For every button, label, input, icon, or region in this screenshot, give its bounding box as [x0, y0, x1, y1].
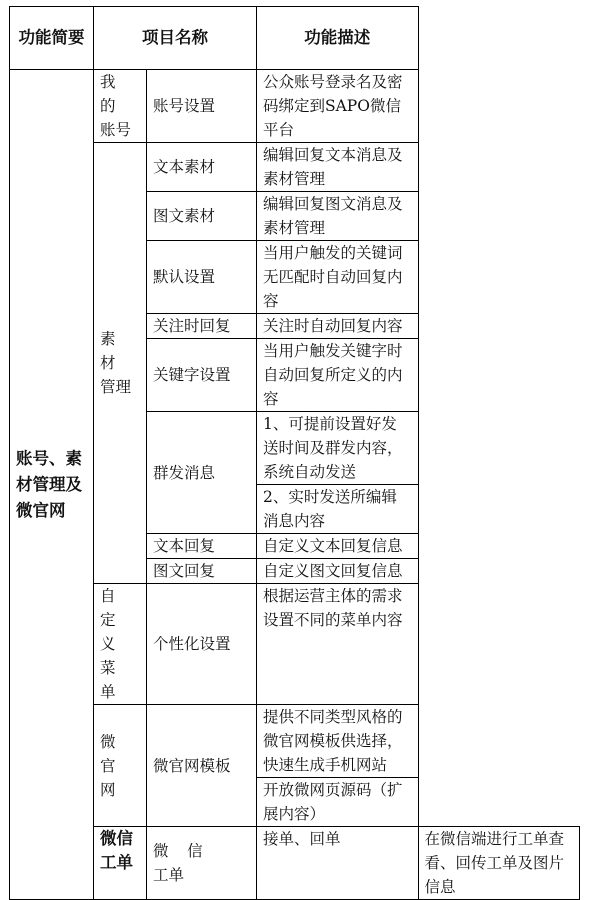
item-description: 自定义图文回复信息	[257, 559, 419, 584]
table-row	[10, 827, 580, 900]
item-name: 默认设置	[147, 241, 257, 314]
group-workorder: 微信 工单	[147, 827, 257, 900]
table-row	[10, 70, 580, 143]
section-summary-workorder: 微信工单	[94, 827, 147, 900]
item-description: 关注时自动回复内容	[257, 314, 419, 339]
item-name: 关键字设置	[147, 339, 257, 412]
item-name: 文本素材	[147, 143, 257, 192]
table-row	[10, 143, 580, 192]
group-custom-menu: 自定 义菜 单	[94, 584, 147, 705]
function-table	[9, 6, 580, 900]
item-name: 群发消息	[147, 412, 257, 534]
item-name: 账号设置	[147, 70, 257, 143]
item-name: 图文回复	[147, 559, 257, 584]
section-summary-account: 账号、素材管理及微官网	[10, 70, 94, 900]
table-row	[10, 584, 580, 705]
header-item-name: 项目名称	[94, 7, 257, 70]
header-description: 功能描述	[257, 7, 419, 70]
table-row	[10, 705, 580, 778]
header-row	[10, 7, 580, 70]
item-description: 在微信端进行工单查看、回传工单及图片信息	[418, 827, 580, 900]
header-summary: 功能简要	[10, 7, 94, 70]
group-material: 素材 管理	[94, 143, 147, 584]
item-description: 编辑回复图文消息及素材管理	[257, 192, 419, 241]
item-description: 当用户触发的关键词无匹配时自动回复内容	[257, 241, 419, 314]
item-name: 微官网模板	[147, 705, 257, 827]
item-description: 根据运营主体的需求设置不同的菜单内容	[257, 584, 419, 705]
item-description: 1、可提前设置好发送时间及群发内容，系统自动发送	[257, 412, 419, 485]
item-description: 自定义文本回复信息	[257, 534, 419, 559]
item-description: 2、实时发送所编辑消息内容	[257, 485, 419, 534]
group-micro-site: 微官 网	[94, 705, 147, 827]
item-name: 关注时回复	[147, 314, 257, 339]
item-name: 个性化设置	[147, 584, 257, 705]
item-description: 公众账号登录名及密码绑定到SAPO微信平台	[257, 70, 419, 143]
item-description: 编辑回复文本消息及素材管理	[257, 143, 419, 192]
item-name: 图文素材	[147, 192, 257, 241]
item-name: 接单、回单	[257, 827, 419, 900]
item-name: 文本回复	[147, 534, 257, 559]
item-description: 开放微网页源码（扩展内容）	[257, 778, 419, 827]
group-my-account: 我的 账号	[94, 70, 147, 143]
item-description: 当用户触发关键字时自动回复所定义的内容	[257, 339, 419, 412]
item-description: 提供不同类型风格的微官网模板供选择，快速生成手机网站	[257, 705, 419, 778]
